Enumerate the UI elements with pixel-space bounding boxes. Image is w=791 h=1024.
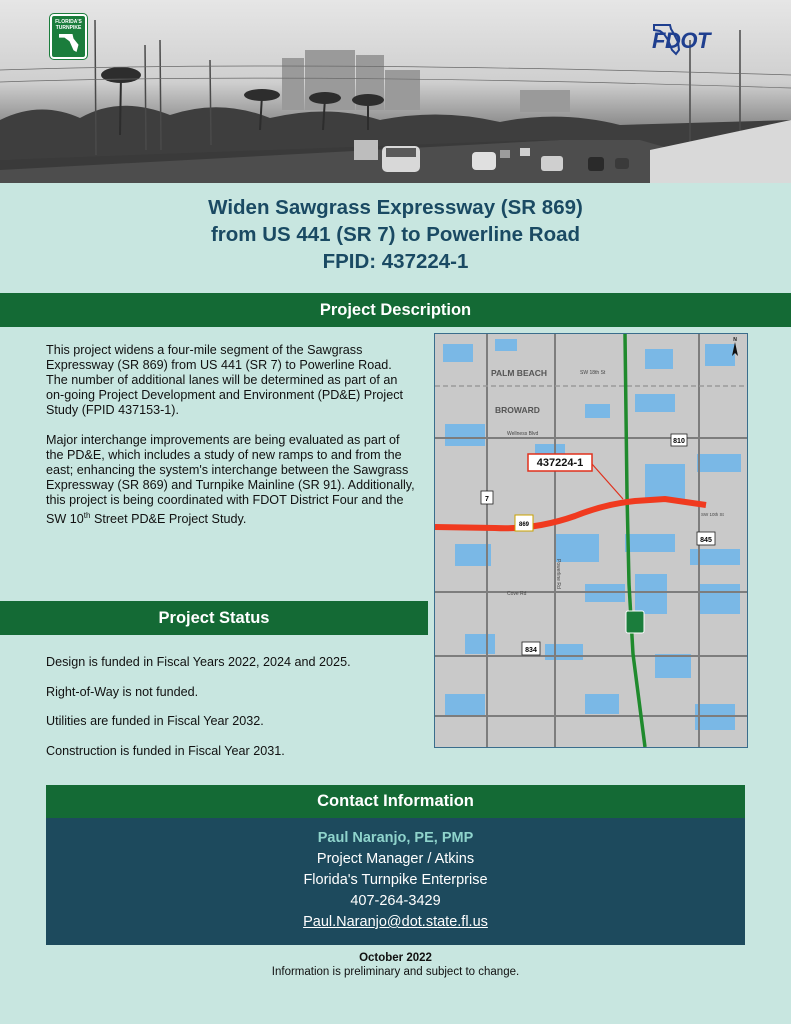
status-item: Construction is funded in Fiscal Year 2031. xyxy=(46,743,285,758)
description-paragraph-2-end: Street PD&E Project Study. xyxy=(90,512,247,527)
description-paragraph-1: This project widens a four-mile segment of the Sawgrass Expressway (SR 869) from US 441 (SR 7) to Powerline Road. The number of additional lanes will be determined as part of an on-going Project Development and Environment (PD&E) Project Study (FPID 437153-1). xyxy=(46,343,403,417)
turnpike-logo-text: FLORIDA'S TURNPIKE xyxy=(55,19,82,31)
document-title xyxy=(0,194,791,275)
contact-card xyxy=(46,818,745,945)
status-item: Design is funded in Fiscal Years 2022, 2024 and 2025. xyxy=(46,655,351,669)
map-label-broward: BROWARD xyxy=(495,405,540,415)
map-street-wellness: Wellness Blvd xyxy=(507,431,539,437)
map-street-cove: Cove Rd xyxy=(507,591,527,597)
map-shield-845: 845 xyxy=(700,537,712,544)
florida-shape-icon xyxy=(59,34,79,52)
turnpike-logo xyxy=(50,14,87,59)
footer xyxy=(0,951,791,979)
project-status-list xyxy=(46,655,351,773)
map-street-sw18: SW 18th St xyxy=(580,370,606,376)
map-project-label: 437224-1 xyxy=(536,457,584,469)
project-location-map xyxy=(434,333,748,748)
status-item: Right-of-Way is not funded. xyxy=(46,684,199,699)
fdot-logo-text: FDOT xyxy=(652,28,710,53)
description-paragraph-2 xyxy=(46,433,416,527)
project-description xyxy=(46,343,416,542)
map-graphic xyxy=(435,334,747,747)
title-line-2: from US 441 (SR 7) to Powerline Road xyxy=(210,223,581,246)
map-turnpike-shield-icon xyxy=(626,611,644,633)
publication-date: October 2022 xyxy=(359,952,432,964)
map-shield-869: 869 xyxy=(518,522,530,528)
status-item: Utilities are funded in Fiscal Year 2032. xyxy=(46,714,264,728)
map-shield-7: 7 xyxy=(485,496,489,503)
contact-phone[interactable]: 407-264-3429 xyxy=(350,893,441,909)
contact-email-link[interactable]: Paul.Naranjo@dot.state.fl.us xyxy=(303,914,488,930)
map-street-powerline: Powerline Rd xyxy=(555,559,561,589)
title-fpid: FPID: 437224-1 xyxy=(322,250,469,273)
description-paragraph-2-text: Major interchange improvements are being evaluated as part of the PD&E, which includes a study of new ramps to and from the east; enhancing the system's interchange between the Sawgrass Expressway (SR 869) and Turnpike Mainline (SR 91). Additionally, this project is being coordinated with FDOT District Four and the SW 10 xyxy=(46,433,415,527)
title-line-1: Widen Sawgrass Expressway (SR 869) xyxy=(208,196,583,219)
fdot-logo xyxy=(652,22,742,58)
project-description-heading: Project Description xyxy=(0,293,791,327)
disclaimer: Information is preliminary and subject to change. xyxy=(271,966,520,978)
superscript-th: th xyxy=(83,511,91,520)
header-photo xyxy=(0,0,791,183)
map-shield-810: 810 xyxy=(673,438,685,445)
map-shield-834: 834 xyxy=(525,647,537,654)
map-label-palm-beach: PALM BEACH xyxy=(491,368,548,378)
contact-role: Project Manager / Atkins xyxy=(316,851,475,867)
contact-organization: Florida's Turnpike Enterprise xyxy=(303,872,488,888)
north-arrow-label: N xyxy=(733,337,737,343)
contact-name: Paul Naranjo, PE, PMP xyxy=(317,830,474,846)
florida-outline-icon xyxy=(652,22,682,56)
map-street-sw10: SW 10th St xyxy=(701,512,724,517)
project-status-heading: Project Status xyxy=(0,601,428,635)
contact-information-heading: Contact Information xyxy=(46,785,745,818)
